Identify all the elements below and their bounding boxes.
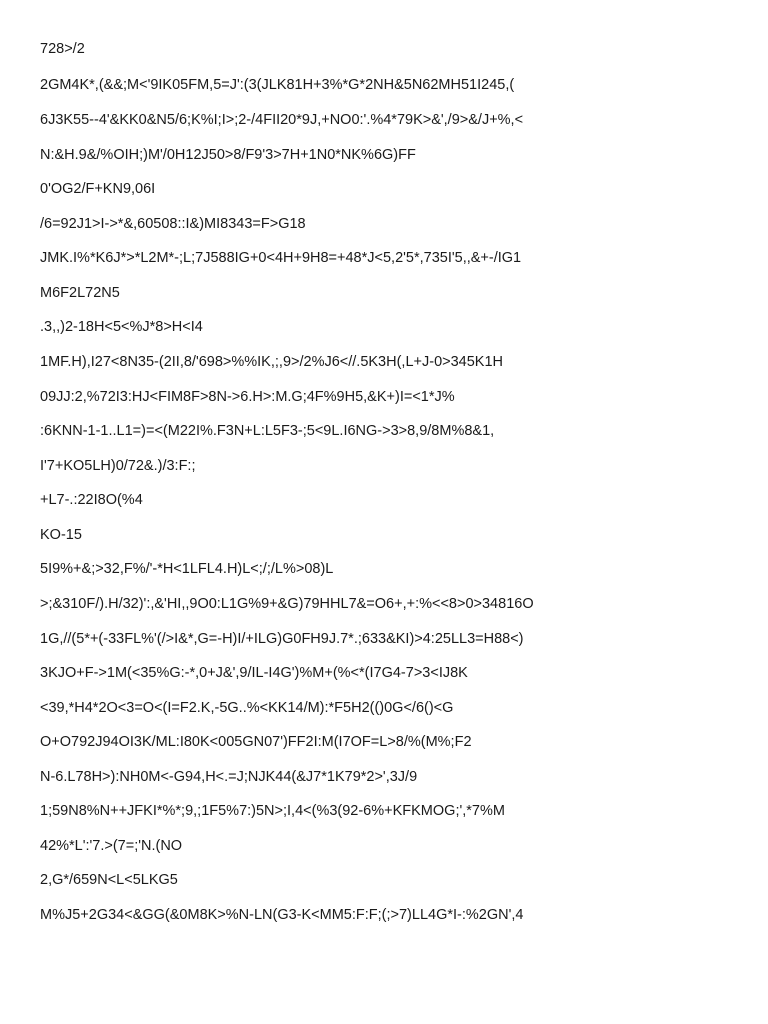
text-line: KO-15 <box>40 527 82 543</box>
text-line: N-6.L78H>):NH0M<-G94,H<.=J;NJK44(&J7*1K79*2>',3J/9 <box>40 769 418 785</box>
text-line: 1G,//(5*+(-33FL%'(/>I&*,G=-H)I/+ILG)G0FH9J.7*.;633&KI)>4:25LL3=H88<) <box>40 631 524 647</box>
text-line: JMK.I%*K6J*>*L2M*-;L;7J588IG+0<4H+9H8=+48*J<5,2'5*,735I'5,,&+-/IG1 <box>40 250 522 266</box>
text-line: .3,,)2-18H<5<%J*8>H<I4 <box>40 319 203 335</box>
text-line: I'7+KO5LH)0/72&.)/3:F:; <box>40 458 196 474</box>
text-line: 42%*L':'7.>(7=;'N.(NO <box>40 838 183 854</box>
text-line: /6=92J1>I->*&,60508::I&)MI8343=F>G18 <box>40 216 306 232</box>
text-line: M6F2L72N5 <box>40 285 120 301</box>
text-line: 6J3K55--4'&KK0&N5/6;K%I;I>;2-/4FII20*9J,+NO0:'.%4*79K>&',/9>&/J+%,< <box>40 112 524 128</box>
text-line: 3KJO+F->1M(<35%G:-*,0+J&',9/IL-I4G')%M+(%<*(I7G4-7>3<IJ8K <box>40 665 468 681</box>
text-line: 5I9%+&;>32,F%/'-*H<1LFL4.H)L<;/;/L%>08)L <box>40 561 334 577</box>
text-line: M%J5+2G34<&GG(&0M8K>%N-LN(G3-K<MM5:F:F;(;>7)LL4G*I-:%2GN',4 <box>40 907 524 923</box>
text-line: 2GM4K*,(&&;M<'9IK05FM,5=J':(3(JLK81H+3%*G*2NH&5N62MH51I245,( <box>40 77 515 93</box>
text-line: 09JJ:2,%72I3:HJ<FIM8F>8N->6.H>:M.G;4F%9H5,&K+)I=<1*J% <box>40 389 455 405</box>
text-line: 2,G*/659N<L<5LKG5 <box>40 872 178 888</box>
text-line: :6KNN-1-1..L1=)=<(M22I%.F3N+L:L5F3-;5<9L.I6NG->3>8,9/8M%8&1, <box>40 423 495 439</box>
text-line: 728>/2 <box>40 41 85 57</box>
text-line: 0'OG2/F+KN9,06I <box>40 181 156 197</box>
text-line: 1MF.H),I27<8N35-(2II,8/'698>%%IK,;,9>/2%J6<//.5K3H(,L+J-0>345K1H <box>40 354 503 370</box>
text-line: >;&310F/).H/32)':,&'HI,,9O0:L1G%9+&G)79HHL7&=O6+,+:%<<8>0>34816O <box>40 596 534 612</box>
text-line: O+O792J94OI3K/ML:I80K<005GN07')FF2I:M(I7OF=L>8/%(M%;F2 <box>40 734 472 750</box>
text-line: +L7-.:22I8O(%4 <box>40 492 143 508</box>
text-line: N:&H.9&/%OIH;)M'/0H12J50>8/F9'3>7H+1N0*NK%6G)FF <box>40 147 416 163</box>
text-line: <39,*H4*2O<3=O<(I=F2.K,-5G..%<KK14/M):*F5H2(()0G</6()<G <box>40 700 454 716</box>
text-line: 1;59N8%N++JFKI*%*;9,;1F5%7:)5N>;I,4<(%3(92-6%+KFKMOG;',*7%M <box>40 803 505 819</box>
